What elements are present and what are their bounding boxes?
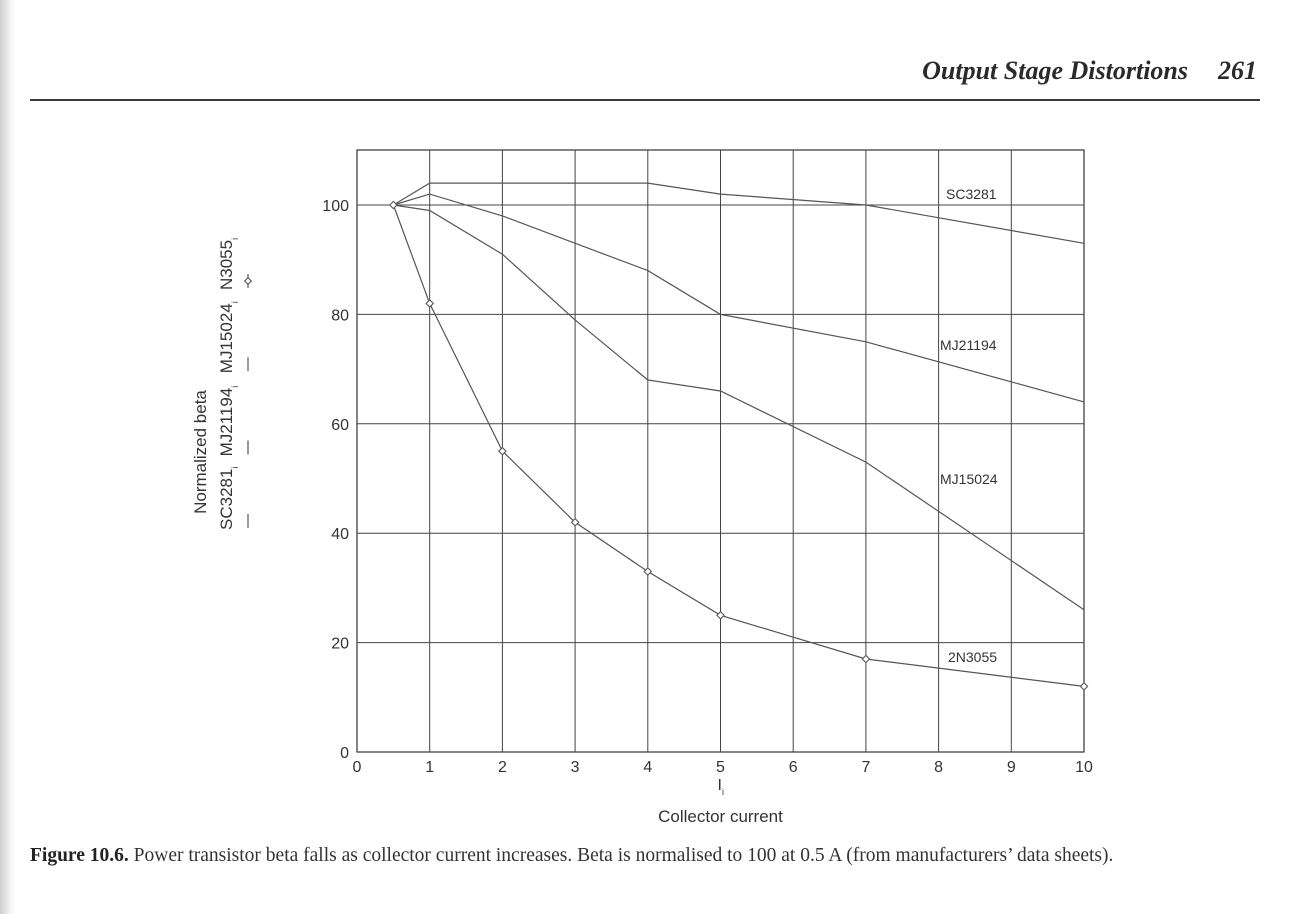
x-tick-label: 8	[934, 759, 944, 776]
data-point	[862, 655, 869, 662]
data-point	[644, 568, 651, 575]
figure-caption-text: Power transistor beta falls as collector current increases. Beta is normalised to 100 at 0.5 A (from manufacturers’ data sheets).	[128, 845, 1114, 866]
x-tick-label: 10	[1075, 759, 1093, 776]
series-label: MJ21194	[940, 337, 997, 353]
data-point	[390, 201, 397, 208]
series-mj15024	[393, 205, 1084, 610]
legend-label	[217, 386, 240, 457]
y-tick-label: 100	[322, 198, 349, 215]
series-line	[393, 205, 1084, 610]
x-axis-symbol-main: I	[717, 777, 722, 794]
y-tick-label: 0	[340, 745, 349, 762]
y-tick-labels	[322, 198, 349, 762]
data-point	[426, 300, 433, 307]
legend-label-index: i	[230, 385, 240, 388]
data-point	[717, 612, 724, 619]
legend-label-name: MJ15024	[217, 303, 236, 374]
legend-label	[217, 238, 240, 290]
legend	[217, 238, 251, 530]
x-tick-label: 6	[788, 759, 798, 776]
figure-caption-label: Figure 10.6.	[30, 845, 129, 866]
x-tick-label: 5	[716, 759, 725, 776]
series-n3055	[390, 201, 1088, 690]
legend-label-index: i	[230, 466, 240, 469]
data-point	[1080, 683, 1087, 690]
y-tick-label: 40	[331, 526, 349, 544]
legend-label-name: SC3281	[217, 468, 236, 530]
x-tick-label: 7	[861, 759, 871, 776]
page-number: 261	[1218, 56, 1257, 85]
legend-label	[217, 467, 240, 530]
series-layer	[390, 183, 1088, 690]
x-tick-labels	[353, 759, 1093, 776]
legend-label-index: i	[230, 301, 240, 304]
x-axis-symbol	[718, 777, 724, 797]
legend-label-index: i	[230, 237, 240, 240]
series-label: SC3281	[946, 186, 997, 202]
legend-label-name: MJ21194	[217, 387, 236, 457]
y-tick-label: 80	[331, 307, 349, 325]
x-tick-label: 9	[1006, 759, 1016, 776]
x-tick-label: 1	[425, 759, 435, 776]
running-title: Output Stage Distortions	[922, 56, 1188, 85]
figure-caption	[30, 842, 1250, 869]
y-tick-label: 60	[331, 416, 349, 434]
x-tick-label: 2	[497, 759, 507, 776]
series-label: 2N3055	[948, 649, 998, 665]
legend-label-name: N3055	[217, 239, 236, 290]
x-tick-label: 4	[643, 759, 653, 776]
legend-label	[217, 301, 240, 373]
series-label: MJ15024	[940, 471, 998, 487]
x-axis-symbol-index: i	[721, 787, 724, 797]
x-tick-label: 3	[570, 759, 580, 776]
x-axis-label: Collector current	[658, 807, 783, 826]
series-sc3281	[393, 183, 1084, 243]
y-tick-label: 20	[331, 635, 349, 653]
legend-diamond-marker	[245, 278, 252, 285]
y-axis-label: Normalized beta	[191, 390, 210, 514]
series-line	[393, 205, 1084, 686]
x-tick-label: 0	[352, 759, 362, 776]
